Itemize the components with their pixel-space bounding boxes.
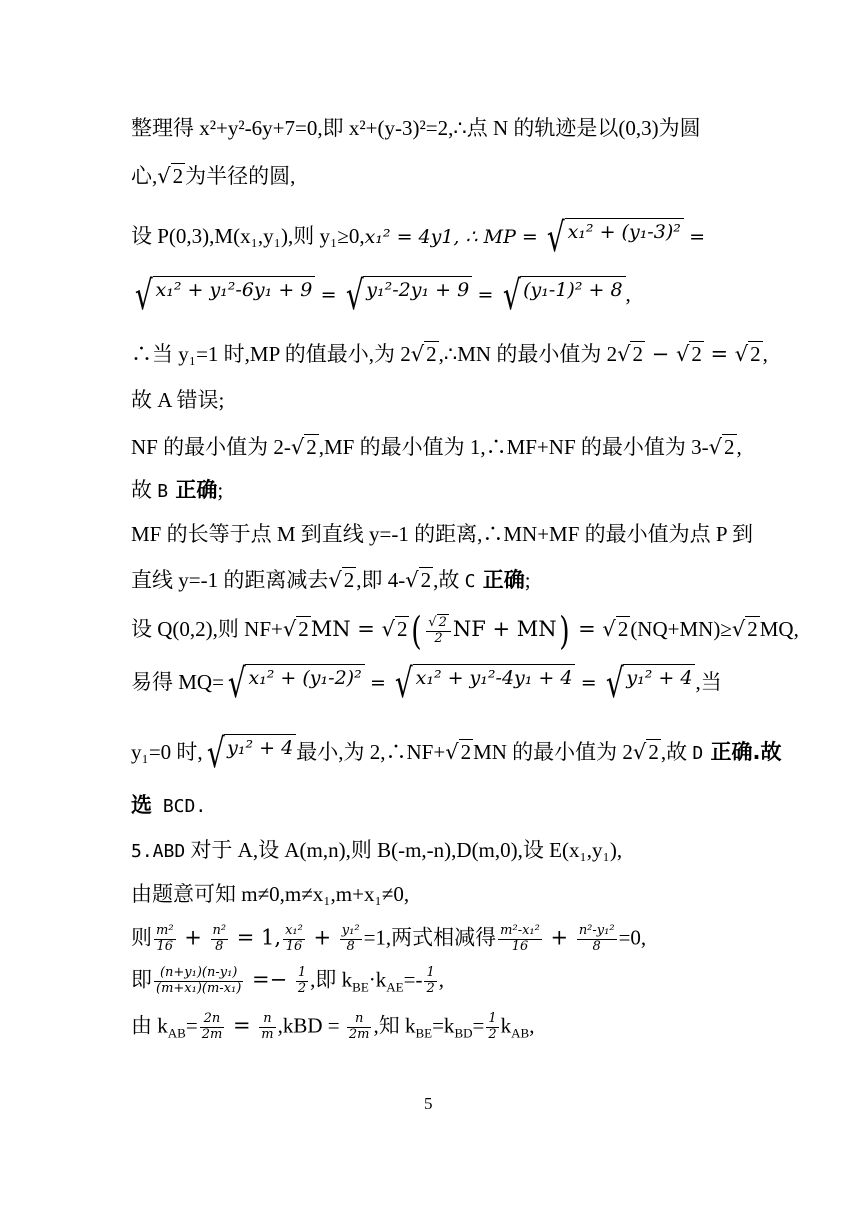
radicand: y₁² + 4	[224, 734, 296, 774]
equals: =	[571, 616, 603, 641]
sqrt-2: √2	[632, 739, 659, 764]
question-number: 5.ABD	[131, 841, 186, 862]
fraction: $\frac{n}{m}$	[261, 1011, 274, 1042]
text: ,	[762, 342, 768, 366]
text: 则	[131, 925, 152, 950]
line-6	[131, 390, 224, 411]
fraction: $\frac{\text{x₁²}}{16}$	[285, 923, 303, 954]
radicand: 2	[420, 568, 432, 592]
line-8	[131, 480, 223, 501]
formula: x₁² = 4y1, ∴ MP =	[364, 225, 538, 248]
bold-text: 正确	[168, 478, 218, 502]
text: (NQ+MN)≥	[630, 616, 732, 641]
radicand: 2	[747, 616, 758, 641]
text: ,即 4-	[356, 568, 406, 592]
radicand: x₁² + y₁²-4y₁ + 4	[413, 664, 576, 704]
line-3	[131, 215, 706, 261]
text: ,	[625, 281, 631, 306]
formula: NF + MN	[452, 616, 557, 641]
text: y₁=0 时,	[131, 739, 203, 764]
text: ,MF 的最小值为 1,∴MF+NF 的最小值为 3-	[318, 435, 709, 459]
text: 为半径的圆,	[185, 164, 296, 188]
equals: =	[689, 225, 706, 248]
sqrt-2: √2	[405, 568, 432, 592]
radicand: y₁²-2y₁ + 9	[363, 276, 472, 316]
sqrt-expression: √ y₁²-2y₁ + 9	[342, 276, 472, 316]
text: MQ,	[759, 616, 799, 641]
sqrt-2: √2	[282, 616, 309, 641]
equals: =	[369, 671, 386, 694]
fraction: $\frac{2n}{2m}$	[201, 1011, 223, 1042]
text: 即	[131, 967, 152, 992]
fraction: $\frac{\text{y₁²}}{8}$	[341, 923, 360, 954]
radicand: 2	[648, 739, 659, 764]
option-letter: D	[692, 742, 704, 764]
line-7	[131, 437, 742, 458]
formula: MN =	[310, 616, 382, 641]
line-9	[131, 524, 753, 545]
line-18: 即 $\frac{\text{(n+y₁)(n-y₁)}}{\text{(m+x₁)(m-x₁)}}$ =− $\frac{1}{2}$ ,即 $k_{BE}\cdot k_{AE}=-$ $\frac{1}{2}$ ,	[131, 965, 445, 996]
radicand: 2	[298, 616, 309, 641]
radicand: 2	[691, 342, 702, 366]
equals: =	[703, 342, 735, 366]
radicand: 2	[750, 342, 761, 366]
fraction: $\frac{1}{2}$	[426, 965, 435, 996]
sqrt-expression: √ x₁² + (y₁-3)²	[543, 218, 684, 258]
fraction: $\frac{1}{2}$	[488, 1011, 497, 1042]
radicand: 2	[617, 616, 629, 641]
bold-text: 正确	[475, 568, 525, 592]
fraction: $\frac{\text{n²-y₁²}}{8}$	[578, 923, 615, 954]
minus: −	[644, 342, 676, 366]
sqrt-2: √2	[290, 435, 317, 459]
text: ,当	[695, 669, 722, 694]
radicand: x₁² + (y₁-2)²	[245, 664, 364, 704]
radicand: 2	[460, 739, 472, 764]
text: ;	[217, 478, 224, 502]
text: 设 Q(0,2),则 NF+	[131, 616, 283, 641]
equals: =	[477, 283, 494, 306]
sqrt-2: √2	[734, 342, 761, 366]
text: 设 P(0,3),M(x₁,y₁),则 y₁≥0,	[131, 223, 365, 248]
text: 由题意可知 m≠0,m≠x₁,m+x₁≠0,	[131, 882, 410, 906]
page-number: 5	[424, 1094, 433, 1113]
text: =0,	[618, 925, 647, 950]
radicand: 2	[724, 435, 735, 459]
sqrt-2: √2	[445, 739, 472, 764]
bold-text: 选	[131, 793, 152, 817]
sqrt-expression: √ x₁² + y₁²-6y₁ + 9	[131, 276, 315, 316]
line-14	[131, 795, 206, 816]
line-1	[131, 118, 701, 139]
text: ,故	[660, 739, 693, 764]
sqrt-expression: √ y₁² + 4	[203, 734, 297, 774]
text: NF 的最小值为 2-	[131, 435, 291, 459]
text: ∴当 y₁=1 时,MP 的值最小,为 2	[131, 342, 411, 366]
equals: =	[580, 671, 597, 694]
fraction: $\frac{\text{n²}}{8}$	[212, 923, 227, 954]
equals: =	[320, 283, 337, 306]
sqrt-expression: √ x₁² + y₁²-4y₁ + 4	[391, 664, 575, 704]
text: MF 的长等于点 M 到直线 y=-1 的距离,∴MN+MF 的最小值为点 P 到	[131, 522, 754, 546]
line-12	[131, 661, 722, 707]
radicand: 2	[172, 164, 184, 188]
radicand: 2	[426, 342, 437, 366]
text: ,	[736, 435, 742, 459]
fraction: $\frac{\text{m²-x₁²}}{16}$	[500, 923, 540, 954]
text: ,∴MN 的最小值为 2	[438, 342, 618, 366]
sqrt-expression: √ x₁² + (y₁-2)²	[224, 664, 365, 704]
sqrt-2: √2	[381, 616, 408, 641]
fraction: $\frac{\text{m²}}{16}$	[156, 923, 174, 954]
sqrt-2: √2	[328, 568, 355, 592]
radicand: 2	[306, 435, 317, 459]
text: 直线 y=-1 的距离减去	[131, 568, 329, 592]
sqrt-2: √2	[617, 342, 643, 366]
sqrt-2: √2	[708, 435, 735, 459]
line-11: 设 Q(0,2),则 NF+√2MN = √2 ( $\frac{√ 2}{2}$ NF + MN) = √2(NQ+MN)≥√2MQ,	[131, 609, 799, 653]
answer-letters: BCD.	[152, 796, 207, 817]
text: 心,	[131, 164, 158, 188]
option-letter: B	[157, 481, 169, 502]
radicand: (y₁-1)² + 8	[520, 276, 625, 316]
radicand: 2	[343, 568, 355, 592]
line-4	[131, 273, 631, 319]
radicand: x₁² + (y₁-3)²	[565, 218, 684, 258]
text: ,故	[433, 568, 465, 592]
text: 整理得 x²+y²-6y+7=0,即 x²+(y-3)²=2,∴点 N 的轨迹是以(0,3)为圆	[131, 116, 701, 140]
fraction-sqrt2-over-2: $\frac{√ 2}{2}$	[426, 616, 451, 647]
sqrt-2: √2	[602, 616, 629, 641]
line-19: 由 $k_{AB}=$ $\frac{2n}{2m}$ = $\frac{n}{m}$ ,kBD = $\frac{n}{2m}$ ,知 $k_{BE}=k_{BD}=$ $\frac{1}{2}$ $k_{AB}$,	[131, 1011, 535, 1042]
text: ;	[524, 568, 531, 592]
text: 对于 A,设 A(m,n),则 B(-m,-n),D(m,0),设 E(x₁,y₁),	[185, 838, 623, 862]
radicand: 2	[632, 342, 643, 366]
line-16	[131, 884, 409, 905]
radicand: 2	[396, 616, 408, 641]
sqrt-2: √2	[157, 164, 184, 188]
line-15	[131, 840, 622, 861]
sqrt-2: √2	[731, 616, 758, 641]
text: 故	[131, 478, 158, 502]
fraction: $\frac{1}{2}$	[297, 965, 307, 996]
sqrt-expression: √ (y₁-1)² + 8	[499, 276, 626, 316]
sqrt-2: √2	[675, 342, 702, 366]
line-13	[131, 731, 782, 777]
radicand: y₁² + 4	[623, 664, 695, 704]
text: =1,两式相减得	[363, 925, 497, 950]
text: MN 的最小值为 2	[473, 739, 633, 764]
sqrt-expression: √ y₁² + 4	[602, 664, 696, 704]
line-2	[131, 166, 295, 187]
line-5	[131, 344, 768, 365]
option-letter: C	[464, 571, 476, 592]
text: 易得 MQ=	[131, 669, 224, 694]
radicand: x₁² + y₁²-6y₁ + 9	[153, 276, 316, 316]
text: 最小,为 2,∴NF+	[296, 739, 446, 764]
fraction: $\frac{\text{(n+y₁)(n-y₁)}}{\text{(m+x₁)(m-x₁)}}$	[156, 965, 242, 996]
sqrt-2: √2	[410, 342, 437, 366]
text: 故 A 错误;	[131, 388, 225, 412]
line-17: 则 $\frac{\text{m²}}{16}$ + $\frac{\text{n²}}{8}$ = 1, $\frac{\text{x₁²}}{16}$ + $\frac{\text{y₁²}}{8}$ =1,两式相减得 $\frac{\text{m²-x₁²}}{16}$ + $\frac{\text{n²-y₁²}}{8}$ =0,	[131, 923, 647, 954]
line-10	[131, 570, 531, 591]
fraction: $\frac{n}{2m}$	[348, 1011, 370, 1042]
bold-text: 正确.故	[703, 739, 782, 764]
